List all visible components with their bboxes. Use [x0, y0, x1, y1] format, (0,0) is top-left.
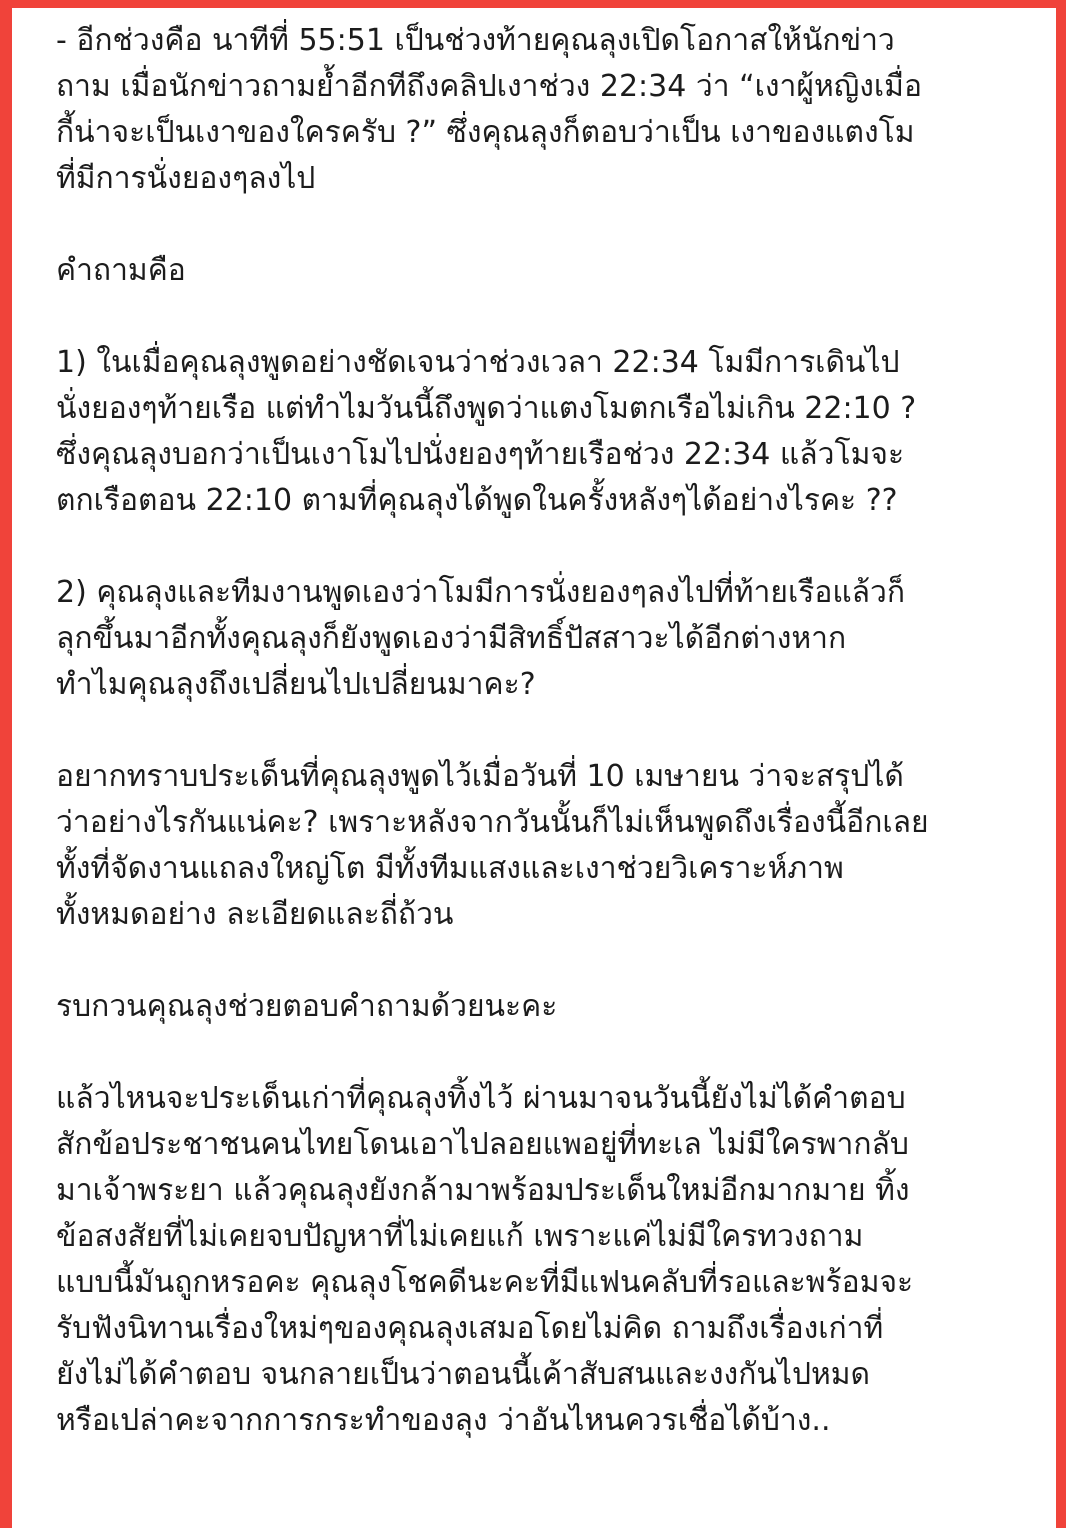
paragraph-old-issues — [56, 1076, 1056, 1444]
paragraph-question-2 — [56, 570, 1056, 708]
text-line: หรือเปล่าคะจากการกระทำของลุง ว่าอันไหนควรเชื่อได้บ้าง.. — [56, 1403, 831, 1438]
text-line: ที่มีการนั่งยองๆลงไป — [56, 161, 316, 196]
paragraph-request — [56, 984, 1056, 1030]
text-line: กี้น่าจะเป็นเงาของใครครับ ?” ซึ่งคุณลุงก็ตอบว่าเป็น เงาของแตงโม — [56, 115, 915, 150]
text-line: ทั้งหมดอย่าง ละเอียดและถี่ถ้วน — [56, 897, 454, 932]
text-line: ถาม เมื่อนักข่าวถามย้ำอีกทีถึงคลิปเงาช่วง 22:34 ว่า “เงาผู้หญิงเมื่อ — [56, 69, 922, 104]
paragraph-gap — [56, 708, 1056, 754]
text-line: ทั้งที่จัดงานแถลงใหญ่โต มีทั้งทีมแสงและเงาช่วยวิเคราะห์ภาพ — [56, 851, 844, 886]
text-line: อยากทราบประเด็นที่คุณลุงพูดไว้เมื่อวันที่ 10 เมษายน ว่าจะสรุปได้ — [56, 759, 904, 794]
text-line: ว่าอย่างไรกันแน่คะ? เพราะหลังจากวันนั้นก็ไม่เห็นพูดถึงเรื่องนี้อีกเลย — [56, 805, 929, 840]
text-line: 1) ในเมื่อคุณลุงพูดอย่างชัดเจนว่าช่วงเวลา 22:34 โมมีการเดินไป — [56, 345, 900, 380]
paragraph-gap — [56, 524, 1056, 570]
text-line: ข้อสงสัยที่ไม่เคยจบปัญหาที่ไม่เคยแก้ เพราะแค่ไม่มีใครทวงถาม — [56, 1219, 864, 1254]
paragraph-gap — [56, 294, 1056, 340]
paragraph-april-10 — [56, 754, 1056, 938]
text-line: รบกวนคุณลุงช่วยตอบคำถามด้วยนะคะ — [56, 989, 558, 1024]
text-line: แบบนี้มันถูกหรอคะ คุณลุงโชคดีนะคะที่มีแฟนคลับที่รอและพร้อมจะ — [56, 1265, 914, 1300]
text-line: ซึ่งคุณลุงบอกว่าเป็นเงาโมไปนั่งยองๆท้ายเรือช่วง 22:34 แล้วโมจะ — [56, 437, 905, 472]
post-body — [56, 18, 1056, 1444]
paragraph-shadow-clip — [56, 18, 1056, 202]
paragraph-gap — [56, 938, 1056, 984]
bottom-edge — [12, 1522, 1056, 1528]
text-line: คำถามคือ — [56, 253, 186, 288]
text-line: 2) คุณลุงและทีมงานพูดเองว่าโมมีการนั่งยองๆลงไปที่ท้ายเรือแล้วก็ — [56, 575, 906, 610]
text-line: แล้วไหนจะประเด็นเก่าที่คุณลุงทิ้งไว้ ผ่านมาจนวันนี้ยังไม่ได้คำตอบ — [56, 1081, 906, 1116]
paragraph-gap — [56, 1030, 1056, 1076]
paragraph-question-heading — [56, 248, 1056, 294]
text-line: สักข้อประชาชนคนไทยโดนเอาไปลอยแพอยู่ที่ทะเล ไม่มีใครพากลับ — [56, 1127, 909, 1162]
text-line: - อีกช่วงคือ นาทีที่ 55:51 เป็นช่วงท้ายคุณลุงเปิดโอกาสให้นักข่าว — [56, 23, 895, 58]
text-line: ยังไม่ได้คำตอบ จนกลายเป็นว่าตอนนี้เค้าสับสนและงงกันไปหมด — [56, 1357, 871, 1392]
paragraph-question-1 — [56, 340, 1056, 524]
text-line: ตกเรือตอน 22:10 ตามที่คุณลุงได้พูดในครั้งหลังๆได้อย่างไรคะ ?? — [56, 483, 898, 518]
text-line: รับฟังนิทานเรื่องใหม่ๆของคุณลุงเสมอโดยไม่คิด ถามถึงเรื่องเก่าที่ — [56, 1311, 884, 1346]
text-line: ทำไมคุณลุงถึงเปลี่ยนไปเปลี่ยนมาคะ? — [56, 667, 536, 702]
text-line: นั่งยองๆท้ายเรือ แต่ทำไมวันนี้ถึงพูดว่าแตงโมตกเรือไม่เกิน 22:10 ? — [56, 391, 917, 426]
text-line: ลุกขึ้นมาอีกทั้งคุณลุงก็ยังพูดเองว่ามีสิทธิ์ปัสสาวะได้อีกต่างหาก — [56, 621, 847, 656]
paragraph-gap — [56, 202, 1056, 248]
text-line: มาเจ้าพระยา แล้วคุณลุงยังกล้ามาพร้อมประเด็นใหม่อีกมากมาย ทิ้ง — [56, 1173, 910, 1208]
